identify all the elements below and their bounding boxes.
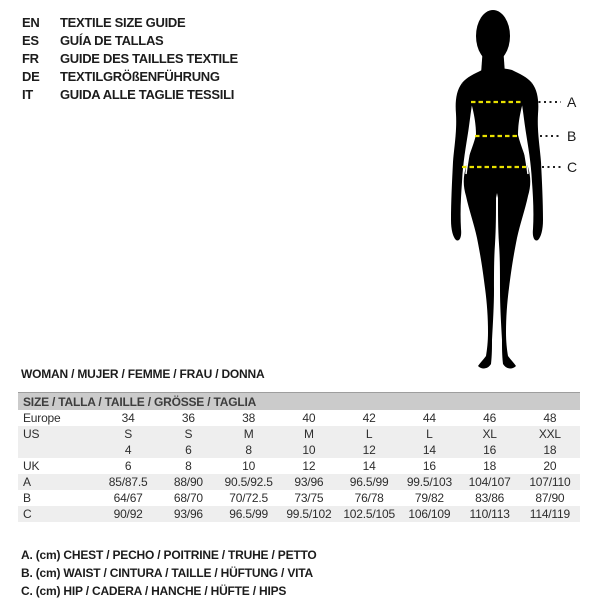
size-cell: 90.5/92.5 <box>224 475 273 489</box>
row-label: A <box>23 475 31 489</box>
table-row <box>18 458 580 474</box>
size-cell: 44 <box>422 411 436 425</box>
size-cell: 85/87.5 <box>108 475 148 489</box>
lang-label: TEXTILGRÖßENFÜHRUNG <box>60 69 220 84</box>
lang-row-fr <box>22 50 238 68</box>
lang-label: GUÍA DE TALLAS <box>60 33 164 48</box>
size-cell: 68/70 <box>173 491 203 505</box>
size-cell: 10 <box>302 443 316 457</box>
size-cell: 106/109 <box>408 507 451 521</box>
size-cell: 93/96 <box>294 475 324 489</box>
lang-label: GUIDE DES TAILLES TEXTILE <box>60 51 238 66</box>
size-cell: 8 <box>245 443 252 457</box>
lang-code: IT <box>22 87 33 102</box>
size-table-header: SIZE / TALLA / TAILLE / GRÖSSE / TAGLIA <box>18 392 580 410</box>
marker-b-label: B <box>567 128 577 144</box>
size-cell: 76/78 <box>354 491 384 505</box>
size-cell: 83/86 <box>475 491 505 505</box>
table-row <box>18 474 580 490</box>
size-cell: 48 <box>543 411 557 425</box>
size-cell: 12 <box>302 459 316 473</box>
size-cell: 87/90 <box>535 491 565 505</box>
language-title-list <box>22 14 238 104</box>
lang-code: ES <box>22 33 39 48</box>
legend-chest: A. (cm) CHEST / PECHO / POITRINE / TRUHE / PETTO <box>21 548 317 562</box>
size-cell: 107/110 <box>529 475 571 489</box>
size-cell: 14 <box>422 443 436 457</box>
marker-c-label: C <box>567 159 578 175</box>
size-cell: 6 <box>185 443 192 457</box>
size-cell: L <box>365 427 373 441</box>
size-cell: 20 <box>543 459 557 473</box>
measurement-legend <box>21 546 317 600</box>
size-cell: XL <box>482 427 497 441</box>
size-cell: 104/107 <box>468 475 511 489</box>
woman-silhouette <box>430 0 600 380</box>
size-cell: 96.5/99 <box>229 507 268 521</box>
silhouette-torso-legs <box>462 68 532 368</box>
lang-code: EN <box>22 15 40 30</box>
size-cell: 110/113 <box>469 507 510 521</box>
size-cell: 70/72.5 <box>229 491 268 505</box>
size-cell: 6 <box>124 459 132 473</box>
size-cell: S <box>124 427 133 441</box>
size-cell: 96.5/99 <box>349 475 389 489</box>
size-cell: 14 <box>362 459 376 473</box>
size-cell: 12 <box>362 443 376 457</box>
size-cell: 8 <box>185 459 192 473</box>
size-cell: 40 <box>302 411 316 425</box>
size-cell: 102.5/105 <box>343 507 395 521</box>
size-cell: 42 <box>362 411 376 425</box>
silhouette-shape <box>451 10 543 368</box>
size-cell: 73/75 <box>294 491 324 505</box>
table-row <box>18 490 580 506</box>
size-cell: 36 <box>181 411 195 425</box>
size-cell: 64/67 <box>113 491 143 505</box>
size-cell: S <box>184 427 193 441</box>
size-cell: 10 <box>242 459 256 473</box>
size-cell: 93/96 <box>173 507 203 521</box>
lang-code: FR <box>22 51 39 66</box>
size-cell: XXL <box>538 427 561 441</box>
row-label: Europe <box>23 411 61 425</box>
size-cell: L <box>426 427 433 441</box>
size-cell: 16 <box>422 459 436 473</box>
size-table <box>18 392 580 522</box>
gender-title: WOMAN / MUJER / FEMME / FRAU / DONNA <box>21 367 265 381</box>
row-label: US <box>23 427 40 441</box>
lang-code: DE <box>22 69 40 84</box>
row-label: B <box>23 491 31 505</box>
size-cell: 18 <box>483 459 497 473</box>
lang-label: TEXTILE SIZE GUIDE <box>60 15 186 30</box>
size-cell: 99.5/102 <box>286 507 332 521</box>
size-cell: 46 <box>483 411 497 425</box>
size-cell: 18 <box>543 443 557 457</box>
lang-row-es <box>22 32 238 50</box>
legend-waist: B. (cm) WAIST / CINTURA / TAILLE / HÜFTUNG / VITA <box>21 566 313 580</box>
table-row <box>18 506 580 522</box>
table-row <box>18 426 580 442</box>
lang-row-en <box>22 14 238 32</box>
size-cell: 90/92 <box>113 507 143 521</box>
marker-a-label: A <box>567 94 577 110</box>
size-cell: 38 <box>242 411 256 425</box>
lang-row-de <box>22 68 238 86</box>
row-label: C <box>23 507 32 521</box>
table-row <box>18 410 580 426</box>
size-cell: M <box>243 427 254 441</box>
size-cell: 79/82 <box>414 491 444 505</box>
size-table-body <box>18 410 580 522</box>
row-label: UK <box>23 459 40 473</box>
size-cell: 114/119 <box>529 507 570 521</box>
size-cell: 34 <box>121 411 135 425</box>
size-cell: 99.5/103 <box>406 475 452 489</box>
lang-label: GUIDA ALLE TAGLIE TESSILI <box>60 87 235 102</box>
size-cell: 88/90 <box>173 475 203 489</box>
size-cell: M <box>303 427 314 441</box>
table-row <box>18 442 580 458</box>
legend-hip: C. (cm) HIP / CADERA / HANCHE / HÜFTE / HIPS <box>21 584 287 598</box>
lang-row-it <box>22 86 238 104</box>
size-cell: 16 <box>483 443 497 457</box>
size-cell: 4 <box>124 443 132 457</box>
